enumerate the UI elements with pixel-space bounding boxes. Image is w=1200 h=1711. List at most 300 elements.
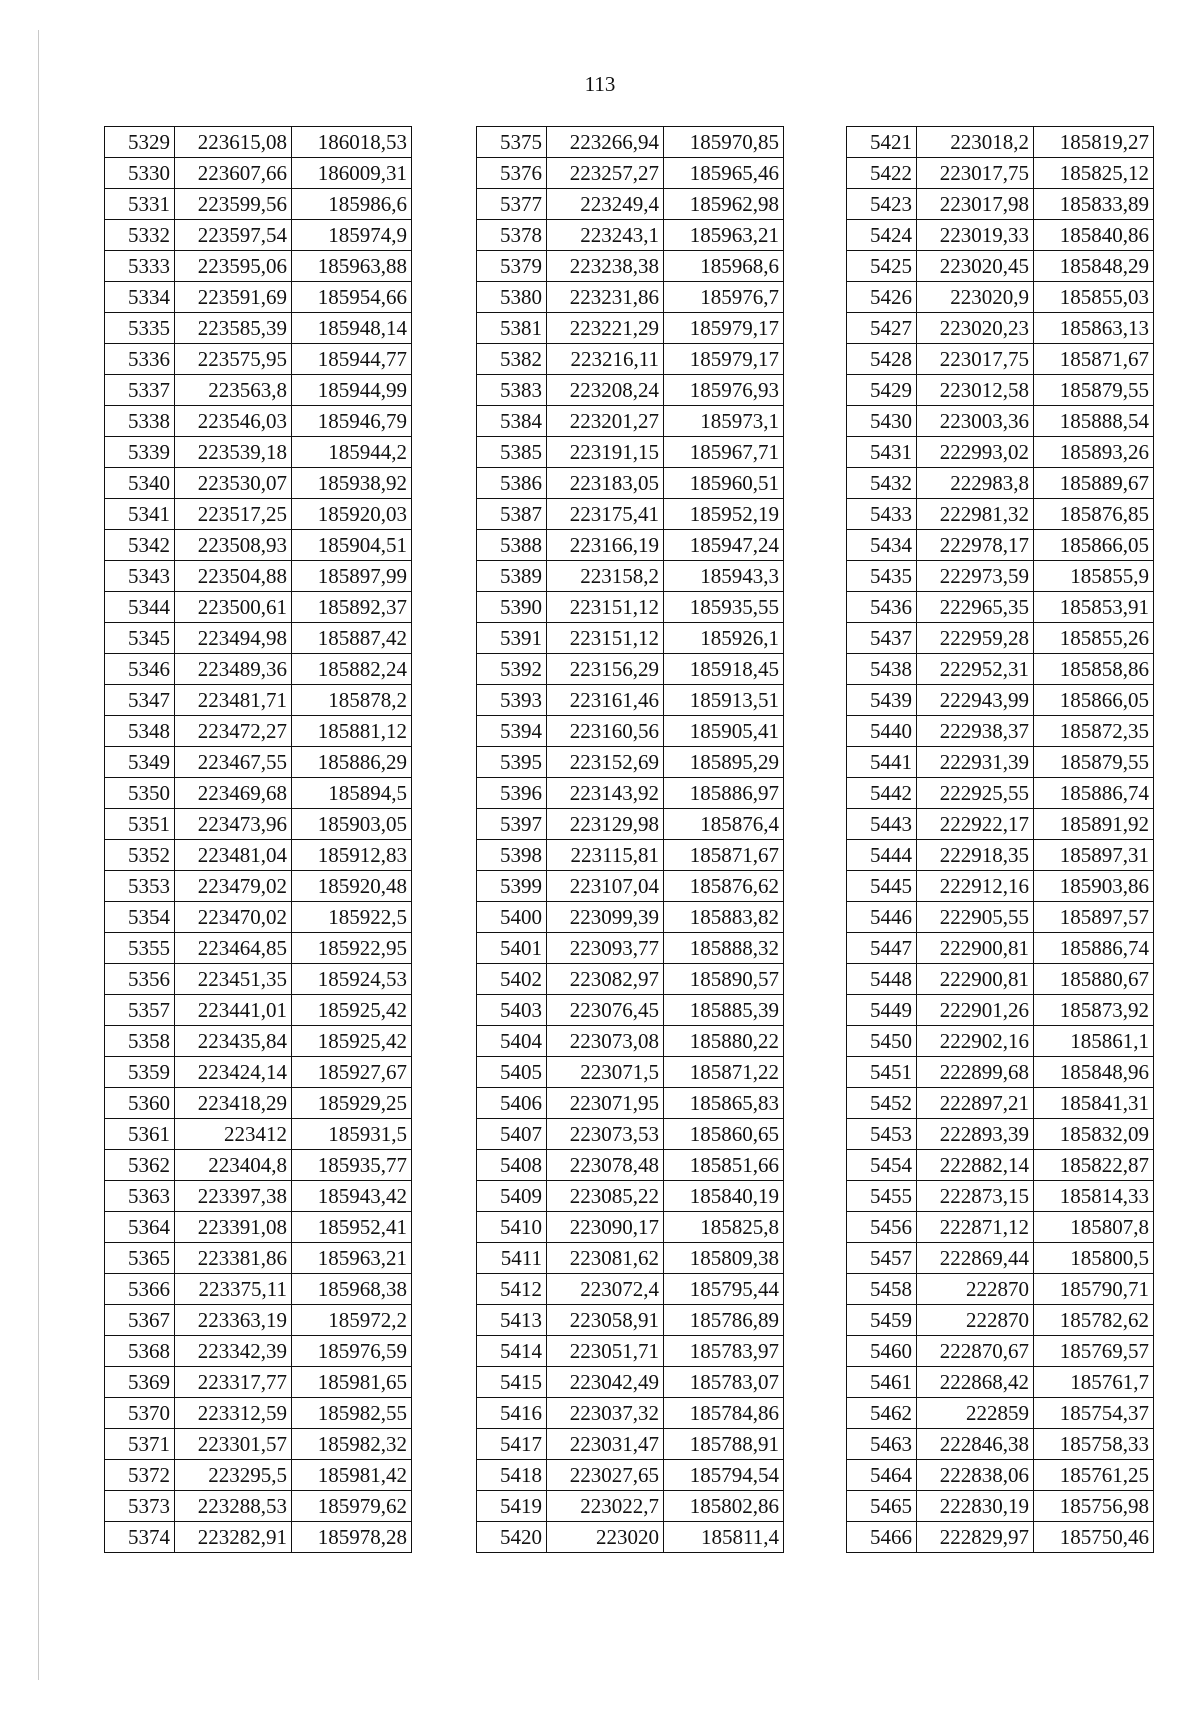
- table-row: [847, 1522, 1154, 1553]
- y-coordinate-cell: 185968,38: [292, 1274, 412, 1305]
- x-coordinate-cell: 223208,24: [547, 375, 664, 406]
- x-coordinate-cell: 223375,11: [175, 1274, 292, 1305]
- point-number-cell: 5339: [105, 437, 175, 468]
- table-row: [105, 313, 412, 344]
- table-row: [847, 1336, 1154, 1367]
- x-coordinate-cell: 222870: [917, 1305, 1034, 1336]
- point-number-cell: 5335: [105, 313, 175, 344]
- point-number-cell: 5360: [105, 1088, 175, 1119]
- y-coordinate-cell: 185929,25: [292, 1088, 412, 1119]
- point-number-cell: 5423: [847, 189, 917, 220]
- point-number-cell: 5370: [105, 1398, 175, 1429]
- table-row: [847, 902, 1154, 933]
- point-number-cell: 5336: [105, 344, 175, 375]
- table-row: [477, 344, 784, 375]
- y-coordinate-cell: 185924,53: [292, 964, 412, 995]
- point-number-cell: 5410: [477, 1212, 547, 1243]
- y-coordinate-cell: 185848,29: [1034, 251, 1154, 282]
- table-row: [847, 1150, 1154, 1181]
- page-number: 113: [584, 72, 616, 96]
- point-number-cell: 5425: [847, 251, 917, 282]
- table-row: [105, 158, 412, 189]
- y-coordinate-cell: 185881,12: [292, 716, 412, 747]
- table-row: [105, 437, 412, 468]
- x-coordinate-cell: 223115,81: [547, 840, 664, 871]
- point-number-cell: 5391: [477, 623, 547, 654]
- y-coordinate-cell: 185802,86: [664, 1491, 784, 1522]
- table-row: [105, 1398, 412, 1429]
- y-coordinate-cell: 185886,97: [664, 778, 784, 809]
- x-coordinate-cell: 223494,98: [175, 623, 292, 654]
- point-number-cell: 5393: [477, 685, 547, 716]
- point-number-cell: 5427: [847, 313, 917, 344]
- table-row: [847, 189, 1154, 220]
- point-number-cell: 5342: [105, 530, 175, 561]
- x-coordinate-cell: 223037,32: [547, 1398, 664, 1429]
- y-coordinate-cell: 185903,86: [1034, 871, 1154, 902]
- y-coordinate-cell: 185886,29: [292, 747, 412, 778]
- x-coordinate-cell: 223312,59: [175, 1398, 292, 1429]
- point-number-cell: 5440: [847, 716, 917, 747]
- table-row: [477, 933, 784, 964]
- point-number-cell: 5461: [847, 1367, 917, 1398]
- table-row: [477, 716, 784, 747]
- y-coordinate-cell: 185887,42: [292, 623, 412, 654]
- y-coordinate-cell: 185913,51: [664, 685, 784, 716]
- point-number-cell: 5407: [477, 1119, 547, 1150]
- x-coordinate-cell: 223508,93: [175, 530, 292, 561]
- y-coordinate-cell: 185925,42: [292, 995, 412, 1026]
- y-coordinate-cell: 185943,3: [664, 561, 784, 592]
- table-row: [477, 158, 784, 189]
- table-row: [105, 375, 412, 406]
- point-number-cell: 5421: [847, 127, 917, 158]
- y-coordinate-cell: 185897,31: [1034, 840, 1154, 871]
- table-row: [477, 1181, 784, 1212]
- x-coordinate-cell: 223615,08: [175, 127, 292, 158]
- table-row: [105, 995, 412, 1026]
- table-row: [847, 623, 1154, 654]
- y-coordinate-cell: 185871,67: [664, 840, 784, 871]
- x-coordinate-cell: 222899,68: [917, 1057, 1034, 1088]
- x-coordinate-cell: 223301,57: [175, 1429, 292, 1460]
- table-row: [477, 437, 784, 468]
- y-coordinate-cell: 185927,67: [292, 1057, 412, 1088]
- x-coordinate-cell: 223249,4: [547, 189, 664, 220]
- x-coordinate-cell: 223071,5: [547, 1057, 664, 1088]
- table-row: [847, 499, 1154, 530]
- table-row: [847, 437, 1154, 468]
- x-coordinate-cell: 223012,58: [917, 375, 1034, 406]
- y-coordinate-cell: 185981,65: [292, 1367, 412, 1398]
- y-coordinate-cell: 185786,89: [664, 1305, 784, 1336]
- point-number-cell: 5446: [847, 902, 917, 933]
- point-number-cell: 5430: [847, 406, 917, 437]
- x-coordinate-cell: 223424,14: [175, 1057, 292, 1088]
- table-row: [847, 127, 1154, 158]
- table-row: [105, 1274, 412, 1305]
- table-row: [847, 1305, 1154, 1336]
- y-coordinate-cell: 185783,97: [664, 1336, 784, 1367]
- point-number-cell: 5417: [477, 1429, 547, 1460]
- table-row: [847, 1274, 1154, 1305]
- point-number-cell: 5354: [105, 902, 175, 933]
- x-coordinate-cell: 222900,81: [917, 964, 1034, 995]
- y-coordinate-cell: 185876,4: [664, 809, 784, 840]
- table-row: [477, 189, 784, 220]
- x-coordinate-cell: 223412: [175, 1119, 292, 1150]
- x-coordinate-cell: 223243,1: [547, 220, 664, 251]
- y-coordinate-cell: 185880,67: [1034, 964, 1154, 995]
- point-number-cell: 5413: [477, 1305, 547, 1336]
- table-row: [477, 1088, 784, 1119]
- y-coordinate-cell: 185855,9: [1034, 561, 1154, 592]
- point-number-cell: 5432: [847, 468, 917, 499]
- table-row: [477, 1305, 784, 1336]
- y-coordinate-cell: 185758,33: [1034, 1429, 1154, 1460]
- x-coordinate-cell: 223085,22: [547, 1181, 664, 1212]
- point-number-cell: 5401: [477, 933, 547, 964]
- point-number-cell: 5338: [105, 406, 175, 437]
- y-coordinate-cell: 185963,88: [292, 251, 412, 282]
- table-row: [477, 220, 784, 251]
- table-row: [477, 1522, 784, 1553]
- y-coordinate-cell: 185784,86: [664, 1398, 784, 1429]
- y-coordinate-cell: 185888,32: [664, 933, 784, 964]
- point-number-cell: 5329: [105, 127, 175, 158]
- y-coordinate-cell: 185756,98: [1034, 1491, 1154, 1522]
- table-row: [847, 530, 1154, 561]
- table-row: [477, 871, 784, 902]
- point-number-cell: 5456: [847, 1212, 917, 1243]
- table-row: [477, 778, 784, 809]
- point-number-cell: 5365: [105, 1243, 175, 1274]
- point-number-cell: 5405: [477, 1057, 547, 1088]
- table-row: [847, 747, 1154, 778]
- x-coordinate-cell: 222870,67: [917, 1336, 1034, 1367]
- y-coordinate-cell: 185832,09: [1034, 1119, 1154, 1150]
- x-coordinate-cell: 223158,2: [547, 561, 664, 592]
- y-coordinate-cell: 185795,44: [664, 1274, 784, 1305]
- x-coordinate-cell: 223183,05: [547, 468, 664, 499]
- point-number-cell: 5343: [105, 561, 175, 592]
- table-row: [105, 654, 412, 685]
- y-coordinate-cell: 185807,8: [1034, 1212, 1154, 1243]
- point-number-cell: 5403: [477, 995, 547, 1026]
- table-row: [847, 1181, 1154, 1212]
- table-row: [847, 995, 1154, 1026]
- point-number-cell: 5377: [477, 189, 547, 220]
- table-row: [477, 902, 784, 933]
- x-coordinate-cell: 223451,35: [175, 964, 292, 995]
- table-row: [847, 158, 1154, 189]
- y-coordinate-cell: 185892,37: [292, 592, 412, 623]
- table-row: [477, 499, 784, 530]
- point-number-cell: 5450: [847, 1026, 917, 1057]
- point-number-cell: 5436: [847, 592, 917, 623]
- point-number-cell: 5366: [105, 1274, 175, 1305]
- point-number-cell: 5463: [847, 1429, 917, 1460]
- table-row: [477, 1150, 784, 1181]
- point-number-cell: 5330: [105, 158, 175, 189]
- y-coordinate-cell: 185754,37: [1034, 1398, 1154, 1429]
- point-number-cell: 5408: [477, 1150, 547, 1181]
- x-coordinate-cell: 223317,77: [175, 1367, 292, 1398]
- table-row: [477, 1491, 784, 1522]
- point-number-cell: 5448: [847, 964, 917, 995]
- y-coordinate-cell: 185905,41: [664, 716, 784, 747]
- point-number-cell: 5396: [477, 778, 547, 809]
- x-coordinate-cell: 223020: [547, 1522, 664, 1553]
- y-coordinate-cell: 185922,5: [292, 902, 412, 933]
- table-row: [477, 530, 784, 561]
- table-row: [847, 344, 1154, 375]
- y-coordinate-cell: 185920,03: [292, 499, 412, 530]
- y-coordinate-cell: 185935,55: [664, 592, 784, 623]
- point-number-cell: 5414: [477, 1336, 547, 1367]
- x-coordinate-cell: 223257,27: [547, 158, 664, 189]
- point-number-cell: 5383: [477, 375, 547, 406]
- table-row: [847, 1243, 1154, 1274]
- point-number-cell: 5331: [105, 189, 175, 220]
- x-coordinate-cell: 223563,8: [175, 375, 292, 406]
- point-number-cell: 5437: [847, 623, 917, 654]
- table-row: [477, 282, 784, 313]
- point-number-cell: 5337: [105, 375, 175, 406]
- table-row: [477, 127, 784, 158]
- point-number-cell: 5420: [477, 1522, 547, 1553]
- table-row: [105, 933, 412, 964]
- point-number-cell: 5449: [847, 995, 917, 1026]
- x-coordinate-cell: 223435,84: [175, 1026, 292, 1057]
- x-coordinate-cell: 223031,47: [547, 1429, 664, 1460]
- y-coordinate-cell: 185872,35: [1034, 716, 1154, 747]
- x-coordinate-cell: 223161,46: [547, 685, 664, 716]
- y-coordinate-cell: 185926,1: [664, 623, 784, 654]
- point-number-cell: 5387: [477, 499, 547, 530]
- point-number-cell: 5400: [477, 902, 547, 933]
- point-number-cell: 5340: [105, 468, 175, 499]
- table-row: [847, 1491, 1154, 1522]
- y-coordinate-cell: 186009,31: [292, 158, 412, 189]
- y-coordinate-cell: 185925,42: [292, 1026, 412, 1057]
- y-coordinate-cell: 185783,07: [664, 1367, 784, 1398]
- table-row: [105, 1429, 412, 1460]
- point-number-cell: 5344: [105, 592, 175, 623]
- y-coordinate-cell: 185761,25: [1034, 1460, 1154, 1491]
- y-coordinate-cell: 185876,62: [664, 871, 784, 902]
- table-row: [847, 685, 1154, 716]
- table-row: [105, 1026, 412, 1057]
- x-coordinate-cell: 223585,39: [175, 313, 292, 344]
- x-coordinate-cell: 222901,26: [917, 995, 1034, 1026]
- x-coordinate-cell: 223546,03: [175, 406, 292, 437]
- y-coordinate-cell: 185871,22: [664, 1057, 784, 1088]
- table-row: [105, 344, 412, 375]
- x-coordinate-cell: 223470,02: [175, 902, 292, 933]
- x-coordinate-cell: 223473,96: [175, 809, 292, 840]
- y-coordinate-cell: 185888,54: [1034, 406, 1154, 437]
- point-number-cell: 5372: [105, 1460, 175, 1491]
- x-coordinate-cell: 222846,38: [917, 1429, 1034, 1460]
- x-coordinate-cell: 223042,49: [547, 1367, 664, 1398]
- y-coordinate-cell: 185944,77: [292, 344, 412, 375]
- y-coordinate-cell: 185976,93: [664, 375, 784, 406]
- point-number-cell: 5439: [847, 685, 917, 716]
- x-coordinate-cell: 223472,27: [175, 716, 292, 747]
- x-coordinate-cell: 223404,8: [175, 1150, 292, 1181]
- y-coordinate-cell: 185904,51: [292, 530, 412, 561]
- x-coordinate-cell: 222965,35: [917, 592, 1034, 623]
- point-number-cell: 5458: [847, 1274, 917, 1305]
- y-coordinate-cell: 185800,5: [1034, 1243, 1154, 1274]
- y-coordinate-cell: 185894,5: [292, 778, 412, 809]
- table-row: [477, 685, 784, 716]
- point-number-cell: 5457: [847, 1243, 917, 1274]
- point-number-cell: 5334: [105, 282, 175, 313]
- y-coordinate-cell: 185970,85: [664, 127, 784, 158]
- table-row: [847, 1026, 1154, 1057]
- y-coordinate-cell: 185882,24: [292, 654, 412, 685]
- table-row: [477, 1429, 784, 1460]
- y-coordinate-cell: 185878,2: [292, 685, 412, 716]
- x-coordinate-cell: 222931,39: [917, 747, 1034, 778]
- point-number-cell: 5455: [847, 1181, 917, 1212]
- x-coordinate-cell: 223020,23: [917, 313, 1034, 344]
- y-coordinate-cell: 185885,39: [664, 995, 784, 1026]
- x-coordinate-cell: 222943,99: [917, 685, 1034, 716]
- point-number-cell: 5459: [847, 1305, 917, 1336]
- table-row: [477, 313, 784, 344]
- x-coordinate-cell: 223093,77: [547, 933, 664, 964]
- table-row: [477, 964, 784, 995]
- x-coordinate-cell: 223099,39: [547, 902, 664, 933]
- x-coordinate-cell: 222918,35: [917, 840, 1034, 871]
- x-coordinate-cell: 223175,41: [547, 499, 664, 530]
- x-coordinate-cell: 223597,54: [175, 220, 292, 251]
- table-row: [105, 747, 412, 778]
- x-coordinate-cell: 223216,11: [547, 344, 664, 375]
- table-row: [847, 654, 1154, 685]
- y-coordinate-cell: 185811,4: [664, 1522, 784, 1553]
- x-coordinate-cell: 223363,19: [175, 1305, 292, 1336]
- x-coordinate-cell: 222938,37: [917, 716, 1034, 747]
- coordinates-table-3: [846, 126, 1154, 1553]
- y-coordinate-cell: 185954,66: [292, 282, 412, 313]
- x-coordinate-cell: 223591,69: [175, 282, 292, 313]
- point-number-cell: 5333: [105, 251, 175, 282]
- x-coordinate-cell: 223003,36: [917, 406, 1034, 437]
- y-coordinate-cell: 185962,98: [664, 189, 784, 220]
- x-coordinate-cell: 223441,01: [175, 995, 292, 1026]
- y-coordinate-cell: 186018,53: [292, 127, 412, 158]
- table-row: [847, 313, 1154, 344]
- x-coordinate-cell: 223160,56: [547, 716, 664, 747]
- x-coordinate-cell: 223078,48: [547, 1150, 664, 1181]
- point-number-cell: 5438: [847, 654, 917, 685]
- table-row: [105, 902, 412, 933]
- y-coordinate-cell: 185788,91: [664, 1429, 784, 1460]
- x-coordinate-cell: 223129,98: [547, 809, 664, 840]
- x-coordinate-cell: 223288,53: [175, 1491, 292, 1522]
- point-number-cell: 5447: [847, 933, 917, 964]
- x-coordinate-cell: 223607,66: [175, 158, 292, 189]
- table-row: [847, 220, 1154, 251]
- x-coordinate-cell: 223022,7: [547, 1491, 664, 1522]
- point-number-cell: 5409: [477, 1181, 547, 1212]
- x-coordinate-cell: 222870: [917, 1274, 1034, 1305]
- point-number-cell: 5434: [847, 530, 917, 561]
- y-coordinate-cell: 185903,05: [292, 809, 412, 840]
- table-row: [847, 1429, 1154, 1460]
- table-row: [477, 1119, 784, 1150]
- table-row: [105, 871, 412, 902]
- y-coordinate-cell: 185889,67: [1034, 468, 1154, 499]
- point-number-cell: 5398: [477, 840, 547, 871]
- x-coordinate-cell: 222905,55: [917, 902, 1034, 933]
- point-number-cell: 5352: [105, 840, 175, 871]
- x-coordinate-cell: 223517,25: [175, 499, 292, 530]
- table-row: [477, 1398, 784, 1429]
- x-coordinate-cell: 223051,71: [547, 1336, 664, 1367]
- x-coordinate-cell: 223017,98: [917, 189, 1034, 220]
- y-coordinate-cell: 185979,62: [292, 1491, 412, 1522]
- x-coordinate-cell: 223082,97: [547, 964, 664, 995]
- table-row: [105, 1212, 412, 1243]
- x-coordinate-cell: 223397,38: [175, 1181, 292, 1212]
- table-row: [105, 592, 412, 623]
- y-coordinate-cell: 185782,62: [1034, 1305, 1154, 1336]
- table-row: [477, 375, 784, 406]
- point-number-cell: 5395: [477, 747, 547, 778]
- point-number-cell: 5419: [477, 1491, 547, 1522]
- y-coordinate-cell: 185855,03: [1034, 282, 1154, 313]
- y-coordinate-cell: 185794,54: [664, 1460, 784, 1491]
- point-number-cell: 5382: [477, 344, 547, 375]
- y-coordinate-cell: 185833,89: [1034, 189, 1154, 220]
- x-coordinate-cell: 222868,42: [917, 1367, 1034, 1398]
- y-coordinate-cell: 185822,87: [1034, 1150, 1154, 1181]
- table-row: [105, 964, 412, 995]
- y-coordinate-cell: 185863,13: [1034, 313, 1154, 344]
- point-number-cell: 5379: [477, 251, 547, 282]
- point-number-cell: 5452: [847, 1088, 917, 1119]
- table-row: [847, 1367, 1154, 1398]
- x-coordinate-cell: 223381,86: [175, 1243, 292, 1274]
- y-coordinate-cell: 185978,28: [292, 1522, 412, 1553]
- table-row: [847, 871, 1154, 902]
- x-coordinate-cell: 222983,8: [917, 468, 1034, 499]
- y-coordinate-cell: 185897,57: [1034, 902, 1154, 933]
- x-coordinate-cell: 223073,08: [547, 1026, 664, 1057]
- table-row: [105, 1150, 412, 1181]
- point-number-cell: 5444: [847, 840, 917, 871]
- point-number-cell: 5363: [105, 1181, 175, 1212]
- x-coordinate-cell: 222900,81: [917, 933, 1034, 964]
- x-coordinate-cell: 223282,91: [175, 1522, 292, 1553]
- point-number-cell: 5443: [847, 809, 917, 840]
- x-coordinate-cell: 223151,12: [547, 623, 664, 654]
- point-number-cell: 5364: [105, 1212, 175, 1243]
- x-coordinate-cell: 223481,71: [175, 685, 292, 716]
- x-coordinate-cell: 223072,4: [547, 1274, 664, 1305]
- point-number-cell: 5341: [105, 499, 175, 530]
- table-row: [477, 995, 784, 1026]
- point-number-cell: 5348: [105, 716, 175, 747]
- y-coordinate-cell: 185960,51: [664, 468, 784, 499]
- table-row: [105, 251, 412, 282]
- table-row: [477, 1057, 784, 1088]
